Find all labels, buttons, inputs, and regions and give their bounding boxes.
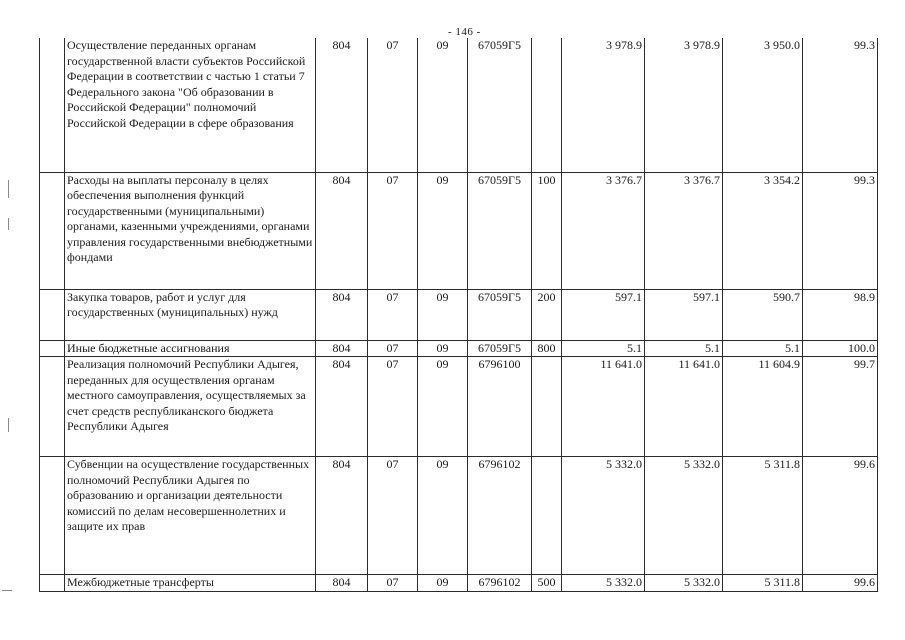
subsection-code: 09 xyxy=(418,340,468,357)
expense-kind-code: 200 xyxy=(532,289,562,340)
row-name: Иные бюджетные ассигнования xyxy=(65,340,316,357)
expense-kind-code xyxy=(532,38,562,172)
refined-amount: 5.1 xyxy=(645,340,723,357)
approved-amount: 3 376.7 xyxy=(562,172,645,289)
executed-amount: 5 311.8 xyxy=(723,575,803,592)
target-article-code: 6796102 xyxy=(468,575,532,592)
subsection-code: 09 xyxy=(418,38,468,172)
subsection-code: 09 xyxy=(418,172,468,289)
row-number-cell xyxy=(40,357,65,457)
refined-amount: 597.1 xyxy=(645,289,723,340)
refined-amount: 5 332.0 xyxy=(645,575,723,592)
execution-percent: 99.3 xyxy=(803,172,878,289)
target-article-code: 6796102 xyxy=(468,457,532,575)
target-article-code: 67059Г5 xyxy=(468,289,532,340)
table-row xyxy=(40,289,878,340)
page-number: - 146 - xyxy=(448,26,481,38)
section-code: 07 xyxy=(368,340,418,357)
row-name: Закупка товаров, работ и услуг для государственных (муниципальных) нужд xyxy=(65,289,316,340)
approved-amount: 11 641.0 xyxy=(562,357,645,457)
table-row xyxy=(40,172,878,289)
ministry-code: 804 xyxy=(316,340,368,357)
table-row xyxy=(40,357,878,457)
row-name: Межбюджетные трансферты xyxy=(65,575,316,592)
execution-percent: 99.7 xyxy=(803,357,878,457)
ministry-code: 804 xyxy=(316,38,368,172)
executed-amount: 5 311.8 xyxy=(723,457,803,575)
scan-edge-mark-4 xyxy=(2,590,12,591)
execution-percent: 100.0 xyxy=(803,340,878,357)
approved-amount: 3 978.9 xyxy=(562,38,645,172)
subsection-code: 09 xyxy=(418,357,468,457)
row-name: Субвенции на осуществление государственных полномочий Республики Адыгея по образованию и организации деятельности комиссий по делам несовершеннолетних и защите их прав xyxy=(65,457,316,575)
table-row xyxy=(40,575,878,592)
row-number-cell xyxy=(40,575,65,592)
executed-amount: 3 354.2 xyxy=(723,172,803,289)
section-code: 07 xyxy=(368,172,418,289)
refined-amount: 11 641.0 xyxy=(645,357,723,457)
approved-amount: 597.1 xyxy=(562,289,645,340)
approved-amount: 5 332.0 xyxy=(562,457,645,575)
expense-kind-code: 800 xyxy=(532,340,562,357)
ministry-code: 804 xyxy=(316,575,368,592)
row-number-cell xyxy=(40,289,65,340)
subsection-code: 09 xyxy=(418,457,468,575)
row-name: Реализация полномочий Республики Адыгея, переданных для осуществления органам местного самоуправления, осуществляемых за счет средств республиканского бюджета Республики Адыгея xyxy=(65,357,316,457)
target-article-code: 6796100 xyxy=(468,357,532,457)
refined-amount: 5 332.0 xyxy=(645,457,723,575)
row-number-cell xyxy=(40,172,65,289)
expense-kind-code: 100 xyxy=(532,172,562,289)
expense-kind-code: 500 xyxy=(532,575,562,592)
scan-edge-mark-1 xyxy=(8,180,9,198)
target-article-code: 67059Г5 xyxy=(468,340,532,357)
row-name: Расходы на выплаты персоналу в целях обеспечения выполнения функций государственными (муниципальными) органами, казенными учреждениями, органами управления государственными внебюджетными фондами xyxy=(65,172,316,289)
table-row xyxy=(40,38,878,172)
execution-percent: 98.9 xyxy=(803,289,878,340)
execution-percent: 99.3 xyxy=(803,38,878,172)
expense-kind-code xyxy=(532,457,562,575)
ministry-code: 804 xyxy=(316,457,368,575)
row-number-cell xyxy=(40,457,65,575)
budget-table xyxy=(39,38,878,592)
section-code: 07 xyxy=(368,457,418,575)
refined-amount: 3 376.7 xyxy=(645,172,723,289)
executed-amount: 11 604.9 xyxy=(723,357,803,457)
executed-amount: 3 950.0 xyxy=(723,38,803,172)
expense-kind-code xyxy=(532,357,562,457)
section-code: 07 xyxy=(368,357,418,457)
row-name: Осуществление переданных органам государственной власти субъектов Российской Федерации в соответствии с частью 1 статьи 7 Федерального закона "Об образовании в Российской Федерации" полномочий Российской Федерации в сфере образования xyxy=(65,38,316,172)
section-code: 07 xyxy=(368,289,418,340)
ministry-code: 804 xyxy=(316,172,368,289)
approved-amount: 5 332.0 xyxy=(562,575,645,592)
approved-amount: 5.1 xyxy=(562,340,645,357)
execution-percent: 99.6 xyxy=(803,575,878,592)
executed-amount: 590.7 xyxy=(723,289,803,340)
ministry-code: 804 xyxy=(316,357,368,457)
row-number-cell xyxy=(40,38,65,172)
subsection-code: 09 xyxy=(418,575,468,592)
table-row xyxy=(40,340,878,357)
execution-percent: 99.6 xyxy=(803,457,878,575)
table-row xyxy=(40,457,878,575)
scan-edge-mark-3 xyxy=(8,418,9,432)
target-article-code: 67059Г5 xyxy=(468,172,532,289)
target-article-code: 67059Г5 xyxy=(468,38,532,172)
section-code: 07 xyxy=(368,38,418,172)
section-code: 07 xyxy=(368,575,418,592)
subsection-code: 09 xyxy=(418,289,468,340)
refined-amount: 3 978.9 xyxy=(645,38,723,172)
executed-amount: 5.1 xyxy=(723,340,803,357)
scan-edge-mark-2 xyxy=(8,218,9,230)
ministry-code: 804 xyxy=(316,289,368,340)
row-number-cell xyxy=(40,340,65,357)
